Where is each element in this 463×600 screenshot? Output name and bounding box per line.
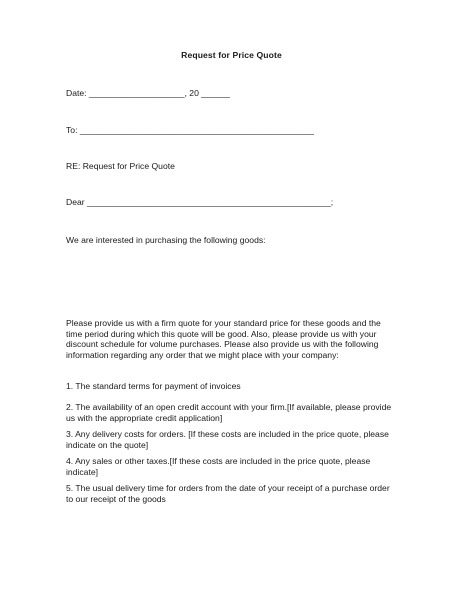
list-item: 3. Any delivery costs for orders. [If these costs are included in the price quote, please indicate on the quote] xyxy=(66,429,389,450)
dear-line: Dear ___________________________________________________; xyxy=(66,197,334,207)
list-item: 5. The usual delivery time for orders from the date of your receipt of a purchase order to our receipt of the goods xyxy=(66,483,390,504)
date-line: Date: ____________________, 20 ______ xyxy=(66,88,230,98)
request-paragraph: Please provide us with a firm quote for your standard price for these goods and the time period during which this quote will be good. Also, please provide us with your discount schedule for volume purchases. Please also provide us with the following information regarding any order that we might place with your company: xyxy=(66,318,381,360)
list-item: 2. The availability of an open credit account with your firm.[If available, please provide us with the appropriate credit application] xyxy=(66,402,392,423)
list-item: 4. Any sales or other taxes.[If these costs are included in the price quote, please indicate] xyxy=(66,456,371,477)
re-line: RE: Request for Price Quote xyxy=(66,161,175,171)
list-item: 1. The standard terms for payment of invoices xyxy=(66,381,241,391)
to-line: To: _________________________________________________ xyxy=(66,125,315,135)
document-title: Request for Price Quote xyxy=(181,50,282,60)
intro-text: We are interested in purchasing the following goods: xyxy=(66,235,266,245)
